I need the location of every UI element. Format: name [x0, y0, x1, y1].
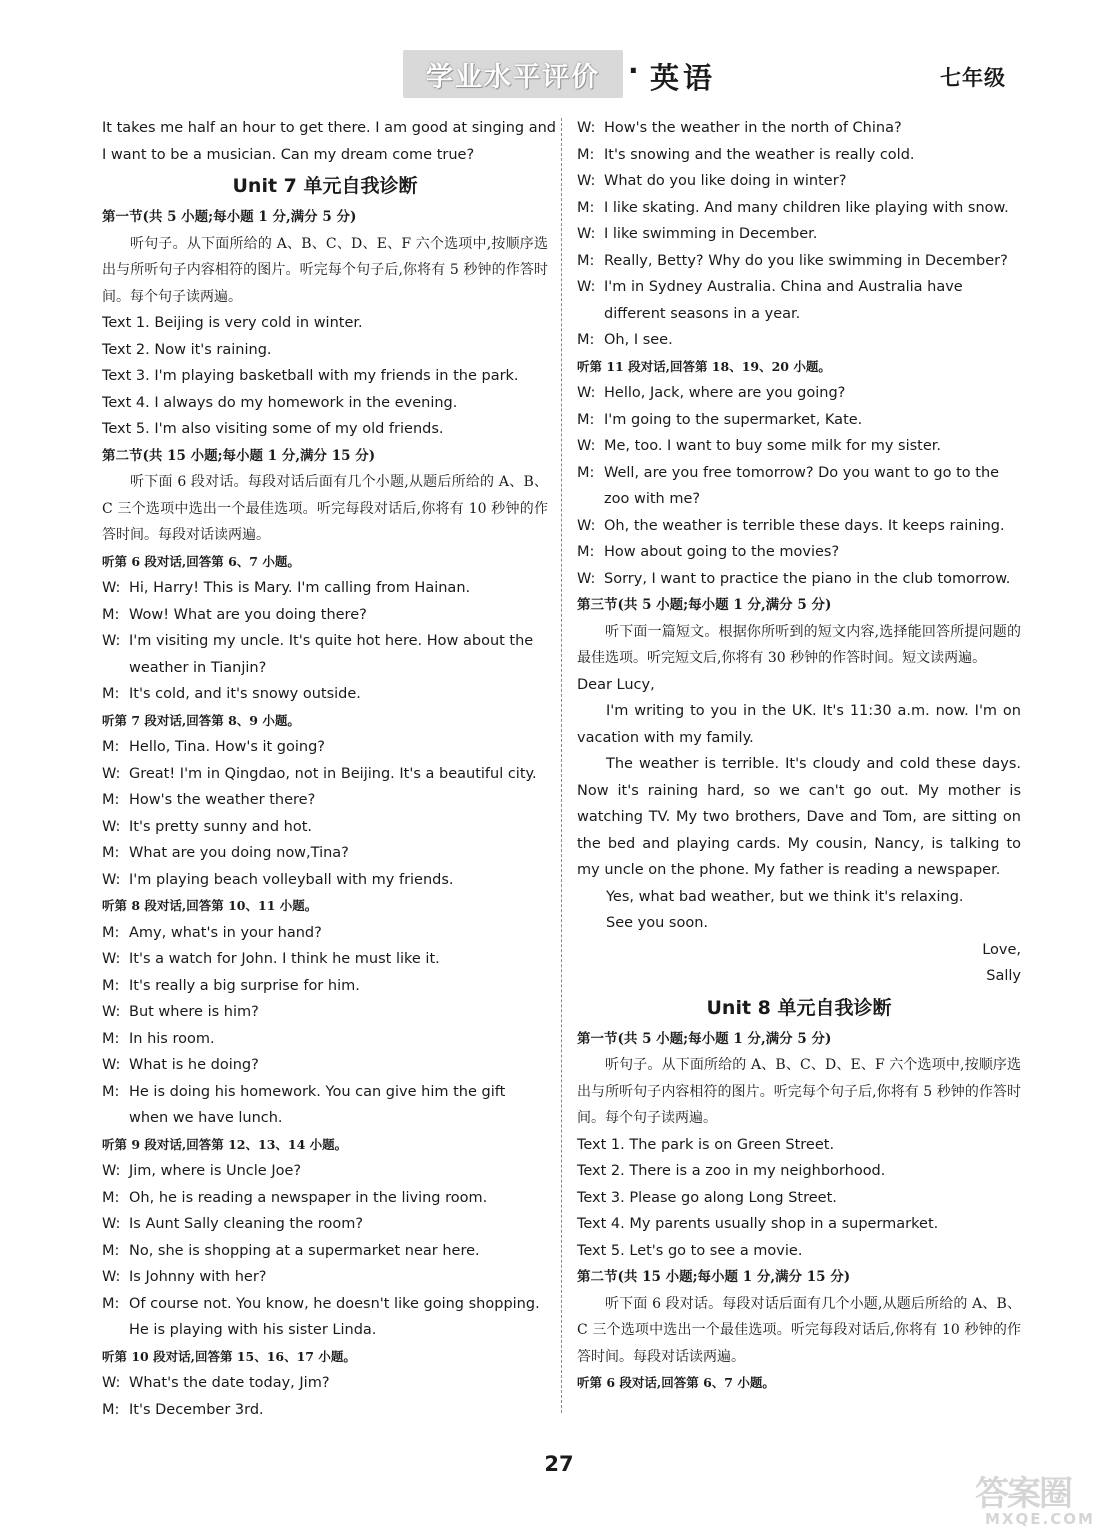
dialogue-line	[102, 999, 548, 1026]
utterance: Oh, I see.	[604, 332, 673, 348]
dialogue-line	[102, 1079, 548, 1132]
utterance: Sorry, I want to practice the piano in the club tomorrow.	[604, 570, 1011, 587]
utterance: Oh, he is reading a newspaper in the living room.	[129, 1189, 488, 1206]
speaker: W:	[102, 1216, 121, 1232]
speaker: M:	[102, 686, 120, 702]
text-item: Text 2. There is a zoo in my neighborhood.	[577, 1163, 886, 1179]
speaker: W:	[577, 385, 596, 401]
dialogue-line	[102, 602, 548, 629]
section-heading: 第一节(共 5 小题;每小题 1 分,满分 5 分)	[102, 209, 357, 225]
dialogue-line	[577, 195, 1021, 222]
utterance: I like swimming in December.	[604, 226, 818, 242]
utterance: I'm in Sydney Australia. China and Australia have different seasons in a year.	[604, 279, 963, 322]
utterance: Oh, the weather is terrible these days. It keeps raining.	[604, 517, 1005, 534]
dialogue-note: 听第 6 段对话,回答第 6、7 小题。	[577, 1375, 775, 1390]
right-column	[577, 115, 1021, 1397]
section-instructions: 听句子。从下面所给的 A、B、C、D、E、F 六个选项中,按顺序选出与所听句子内容相符的图片。听完每个句子后,你将有 5 秒钟的作答时间。每个句子读两遍。	[102, 235, 548, 305]
speaker: M:	[577, 411, 595, 428]
speaker: M:	[102, 1401, 120, 1418]
intro-line: I want to be a musician. Can my dream come true?	[102, 146, 475, 163]
speaker: M:	[102, 1083, 120, 1100]
speaker: W:	[577, 517, 596, 534]
dialogue-line	[102, 734, 548, 761]
speaker: W:	[102, 1004, 121, 1020]
unit7-title: Unit 7 单元自我诊断	[232, 175, 418, 197]
dialogue-line	[102, 1185, 548, 1212]
dialogue-line	[102, 1158, 548, 1185]
utterance: It's December 3rd.	[129, 1401, 264, 1418]
speaker: W:	[102, 580, 121, 596]
text-item: Text 4. My parents usually shop in a supermarket.	[577, 1216, 939, 1232]
unit8-title: Unit 8 单元自我诊断	[706, 996, 892, 1019]
section-heading: 第二节(共 15 小题;每小题 1 分,满分 15 分)	[102, 447, 376, 464]
dialogue-line	[577, 115, 1021, 142]
utterance: It's really a big surprise for him.	[129, 977, 360, 994]
left-column	[102, 115, 556, 1423]
dialogue-line	[577, 168, 1021, 195]
utterance: How about going to the movies?	[604, 544, 840, 560]
speaker: M:	[102, 924, 120, 941]
intro-line: It takes me half an hour to get there. I am good at singing and	[102, 120, 556, 136]
speaker: M:	[102, 739, 120, 755]
dialogue-line	[102, 840, 548, 867]
dialogue-note: 听第 7 段对话,回答第 8、9 小题。	[102, 712, 300, 728]
letter-greeting: Dear Lucy,	[577, 676, 655, 693]
utterance: Amy, what's in your hand?	[129, 924, 322, 941]
utterance: Jim, where is Uncle Joe?	[129, 1163, 302, 1179]
utterance: In his room.	[129, 1030, 215, 1047]
page-header	[0, 48, 1118, 100]
speaker: M:	[577, 332, 595, 348]
utterance: I like skating. And many children like playing with snow.	[604, 199, 1009, 216]
speaker: M:	[102, 845, 120, 861]
dialogue-line	[577, 142, 1021, 169]
dialogue-line	[102, 814, 548, 841]
utterance: What do you like doing in winter?	[604, 173, 847, 189]
dialogue-line	[102, 575, 548, 602]
dialogue-line	[102, 1264, 548, 1291]
dialogue-line	[102, 628, 548, 681]
speaker: W:	[577, 120, 596, 136]
dialogue-line	[102, 1397, 548, 1424]
letter-closing: Love,	[982, 941, 1021, 958]
utterance: Hi, Harry! This is Mary. I'm calling from Hainan.	[129, 580, 471, 596]
utterance: It's a watch for John. I think he must like it.	[129, 951, 440, 967]
page-number: 27	[544, 1452, 574, 1476]
utterance: What are you doing now,Tina?	[129, 845, 349, 861]
utterance: He is doing his homework. You can give him the gift when we have lunch.	[129, 1083, 506, 1126]
dialogue-line	[102, 973, 548, 1000]
letter-paragraph: I'm writing to you in the UK. It's 11:30 a.m. now. I'm on vacation with my family.	[577, 703, 1021, 746]
utterance: I'm playing beach volleyball with my friends.	[129, 871, 454, 888]
dialogue-line	[577, 221, 1021, 248]
section-instructions: 听下面 6 段对话。每段对话后面有几个小题,从题后所给的 A、B、C 三个选项中选出一个最佳选项。听完每段对话后,你将有 10 秒钟的作答时间。每段对话读两遍。	[102, 474, 548, 543]
text-item: Text 1. The park is on Green Street.	[577, 1136, 835, 1153]
speaker: W:	[102, 951, 121, 967]
letter-paragraph: Yes, what bad weather, but we think it's relaxing.	[606, 888, 964, 905]
utterance: Hello, Jack, where are you going?	[604, 385, 846, 401]
section-instructions: 听句子。从下面所给的 A、B、C、D、E、F 六个选项中,按顺序选出与所听句子内容相符的图片。听完每个句子后,你将有 5 秒钟的作答时间。每个句子读两遍。	[577, 1057, 1021, 1126]
speaker: M:	[577, 146, 595, 163]
utterance: How's the weather there?	[129, 792, 316, 808]
text-item: Text 4. I always do my homework in the evening.	[102, 394, 458, 411]
title-separator: ·	[628, 54, 639, 87]
dialogue-line	[577, 539, 1021, 566]
section-heading: 第三节(共 5 小题;每小题 1 分,满分 5 分)	[577, 597, 832, 613]
dialogue-line	[102, 1370, 548, 1397]
letter-paragraph: See you soon.	[606, 915, 709, 931]
speaker: W:	[102, 1163, 121, 1179]
utterance: What's the date today, Jim?	[129, 1375, 330, 1391]
dialogue-line	[577, 460, 1021, 513]
dialogue-line	[577, 327, 1021, 354]
letter-signature: Sally	[986, 968, 1021, 984]
speaker: W:	[102, 871, 121, 888]
dialogue-note: 听第 11 段对话,回答第 18、19、20 小题。	[577, 358, 831, 374]
series-title: 学业水平评价	[403, 50, 623, 98]
speaker: M:	[102, 1242, 120, 1259]
dialogue-line	[577, 274, 1021, 327]
utterance: But where is him?	[129, 1004, 259, 1020]
utterance: It's snowing and the weather is really cold.	[604, 146, 915, 163]
text-item: Text 3. I'm playing basketball with my friends in the park.	[102, 368, 519, 384]
utterance: No, she is shopping at a supermarket near here.	[129, 1242, 480, 1259]
utterance: I'm going to the supermarket, Kate.	[604, 411, 863, 428]
utterance: It's pretty sunny and hot.	[129, 818, 312, 835]
speaker: M:	[577, 544, 595, 560]
speaker: W:	[577, 173, 596, 189]
letter-paragraph: The weather is terrible. It's cloudy and cold these days. Now it's raining hard, so we can't go out. My mother is watching TV. My two brothers, Dave and Tom, are sitting on the bed and playing cards. My cousin, Nancy, is talking to my uncle on the phone. My father is reading a newspaper.	[577, 756, 1021, 878]
utterance: What is he doing?	[129, 1057, 259, 1073]
dialogue-line	[102, 681, 548, 708]
speaker: M:	[102, 1295, 120, 1312]
dialogue-line	[577, 380, 1021, 407]
dialogue-line	[102, 787, 548, 814]
speaker: M:	[102, 1189, 120, 1206]
speaker: W:	[102, 818, 121, 835]
subject-title: 英语	[650, 61, 717, 95]
dialogue-line	[102, 1238, 548, 1265]
dialogue-line	[102, 867, 548, 894]
speaker: M:	[102, 606, 120, 623]
grade-label: 七年级	[940, 65, 1006, 90]
dialogue-line	[577, 248, 1021, 275]
speaker: W:	[577, 279, 596, 295]
speaker: M:	[577, 252, 595, 269]
dialogue-line	[102, 761, 548, 788]
speaker: M:	[577, 464, 595, 481]
column-divider	[561, 118, 562, 1413]
watermark-text: 答案圈	[975, 1474, 1071, 1514]
speaker: W:	[102, 1057, 121, 1073]
dialogue-note: 听第 8 段对话,回答第 10、11 小题。	[102, 898, 318, 913]
utterance: Of course not. You know, he doesn't like going shopping. He is playing with his sister Linda.	[129, 1295, 540, 1338]
utterance: Is Johnny with her?	[129, 1269, 267, 1285]
utterance: Wow! What are you doing there?	[129, 606, 367, 623]
dialogue-line	[577, 566, 1021, 593]
utterance: Is Aunt Sally cleaning the room?	[129, 1216, 364, 1232]
speaker: M:	[102, 1030, 120, 1047]
utterance: It's cold, and it's snowy outside.	[129, 686, 361, 702]
text-item: Text 1. Beijing is very cold in winter.	[102, 315, 363, 331]
dialogue-line	[577, 513, 1021, 540]
section-instructions: 听下面 6 段对话。每段对话后面有几个小题,从题后所给的 A、B、C 三个选项中选出一个最佳选项。听完每段对话后,你将有 10 秒钟的作答时间。每段对话读两遍。	[577, 1295, 1021, 1365]
section-instructions: 听下面一篇短文。根据你所听到的短文内容,选择能回答所提问题的最佳选项。听完短文后,你将有 30 秒钟的作答时间。短文读两遍。	[577, 623, 1021, 666]
speaker: W:	[102, 765, 121, 782]
speaker: M:	[577, 199, 595, 216]
section-heading: 第二节(共 15 小题;每小题 1 分,满分 15 分)	[577, 1269, 851, 1285]
utterance: Great! I'm in Qingdao, not in Beijing. It's a beautiful city.	[129, 765, 537, 782]
text-item: Text 2. Now it's raining.	[102, 341, 272, 358]
watermark-url: MXQE.COM	[985, 1510, 1095, 1528]
dialogue-note: 听第 6 段对话,回答第 6、7 小题。	[102, 553, 300, 569]
speaker: W:	[577, 438, 596, 454]
speaker: W:	[102, 633, 121, 649]
section-heading: 第一节(共 5 小题;每小题 1 分,满分 5 分)	[577, 1030, 832, 1047]
speaker: M:	[102, 977, 120, 994]
utterance: Really, Betty? Why do you like swimming in December?	[604, 252, 1008, 269]
utterance: How's the weather in the north of China?	[604, 120, 902, 136]
dialogue-line	[102, 1052, 548, 1079]
speaker: M:	[102, 792, 120, 808]
dialogue-line	[102, 920, 548, 947]
speaker: W:	[102, 1269, 121, 1285]
dialogue-line	[102, 946, 548, 973]
text-item: Text 5. Let's go to see a movie.	[577, 1242, 803, 1259]
text-item: Text 3. Please go along Long Street.	[577, 1189, 837, 1206]
dialogue-line	[102, 1211, 548, 1238]
utterance: Well, are you free tomorrow? Do you want to go to the zoo with me?	[604, 464, 1000, 507]
speaker: W:	[102, 1375, 121, 1391]
utterance: Hello, Tina. How's it going?	[129, 739, 326, 755]
speaker: W:	[577, 570, 596, 587]
utterance: I'm visiting my uncle. It's quite hot here. How about the weather in Tianjin?	[129, 633, 534, 676]
watermark-logo	[975, 1466, 1105, 1528]
utterance: Me, too. I want to buy some milk for my sister.	[604, 438, 942, 454]
dialogue-note: 听第 9 段对话,回答第 12、13、14 小题。	[102, 1136, 348, 1152]
speaker: W:	[577, 226, 596, 242]
dialogue-line	[577, 407, 1021, 434]
dialogue-note: 听第 10 段对话,回答第 15、16、17 小题。	[102, 1348, 356, 1364]
dialogue-line	[577, 433, 1021, 460]
text-item: Text 5. I'm also visiting some of my old friends.	[102, 421, 444, 437]
dialogue-line	[102, 1026, 548, 1053]
dialogue-line	[102, 1291, 548, 1344]
